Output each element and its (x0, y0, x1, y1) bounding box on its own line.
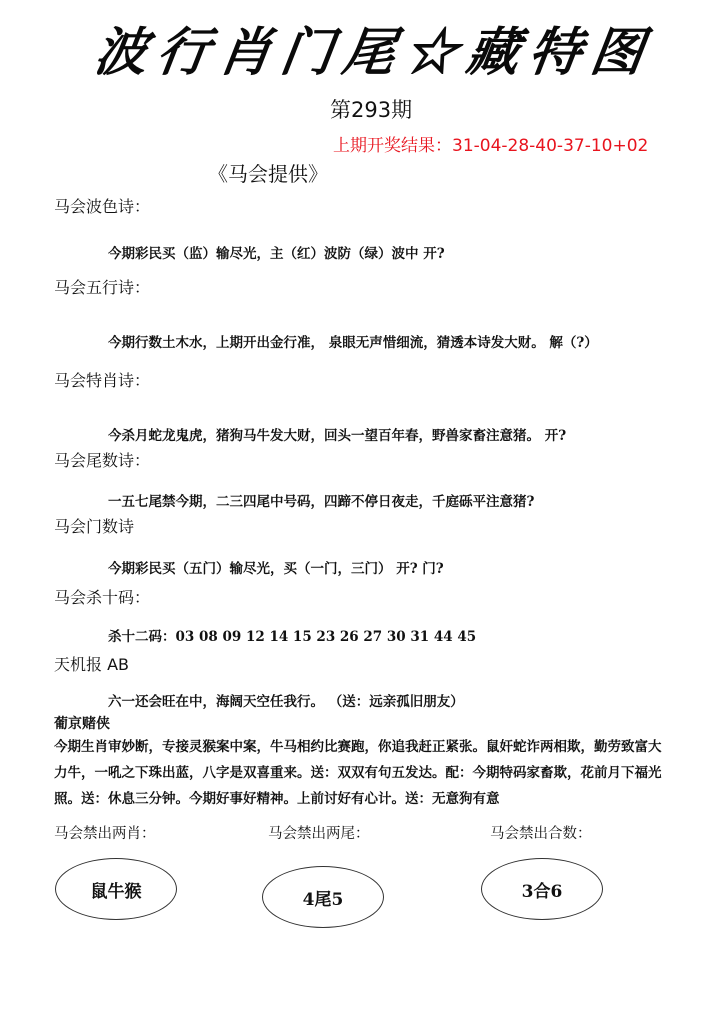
tianjibao-text: 六一还会旺在中，海阔天空任我行。 （送：远亲孤旧朋友） (108, 694, 464, 710)
ban-label-sum: 马会禁出合数： (490, 826, 592, 842)
ban-label-zodiac: 马会禁出两肖： (54, 826, 156, 842)
poem-tail-number: 一五七尾禁今期，二三四尾中号码，四蹄不停日夜走，千庭砾平注意猪? (108, 494, 535, 510)
section-label-wave-color: 马会波色诗： (54, 197, 151, 216)
pujing-label: 葡京赌侠 (54, 716, 110, 732)
tianjibao-label: 天机报 AB (54, 655, 130, 674)
ban-value-zodiac: 鼠牛猴 (90, 881, 142, 902)
ban-oval-zodiac (55, 858, 177, 920)
section-label-gate-number: 马会门数诗 (54, 517, 135, 536)
ban-value-sum: 3合6 (521, 881, 563, 902)
ban-value-tail: 4尾5 (302, 889, 344, 910)
last-result-label: 上期开奖结果： (333, 136, 452, 156)
ban-oval-tail (262, 866, 384, 928)
section-label-zodiac: 马会特肖诗： (54, 371, 151, 390)
pujing-text: 今期生肖审妙断，专接灵猴案中案，牛马相约比赛跑，你追我赶正紧张。鼠奸蛇诈两相欺，勤劳致富大力牛，一吼之下珠出蓝，八字是双喜重来。送：双双有句五发达。配：今期特码家畜欺，花前月下福光照。送：休息三分钟。今期好事好精神。上前讨好有心计。送：无意狗有意 (54, 739, 662, 807)
section-label-five-elements: 马会五行诗： (54, 278, 151, 297)
provider-heading: 《马会提供》 (208, 162, 328, 186)
last-result (333, 131, 648, 156)
ban-oval-sum (481, 858, 603, 920)
ban-label-tail: 马会禁出两尾： (268, 826, 370, 842)
poem-wave-color: 今期彩民买（监）输尽光，主（红）波防（绿）波中 开? (108, 246, 445, 262)
section-label-tail-number: 马会尾数诗： (54, 451, 151, 470)
poem-zodiac: 今杀月蛇龙鬼虎，猪狗马牛发大财，回头一望百年春，野兽家畜注意猪。 开? (108, 428, 567, 444)
section-label-kill-numbers: 马会杀十码： (54, 588, 151, 607)
last-result-numbers: 31-04-28-40-37-10+02 (452, 136, 649, 156)
page-title: 波行肖门尾☆藏特图 (90, 22, 658, 83)
poem-five-elements: 今期行数土木水，上期开出金行准， 泉眼无声惜细流，猜透本诗发大财。 解（?） (108, 335, 598, 351)
poem-gate-number: 今期彩民买（五门）输尽光，买（一门，三门） 开? 门? (108, 561, 444, 577)
kill-numbers-list: 杀十二码：03 08 09 12 14 15 23 26 27 30 31 44 45 (108, 629, 477, 645)
issue-number: 第293期 (330, 98, 413, 122)
